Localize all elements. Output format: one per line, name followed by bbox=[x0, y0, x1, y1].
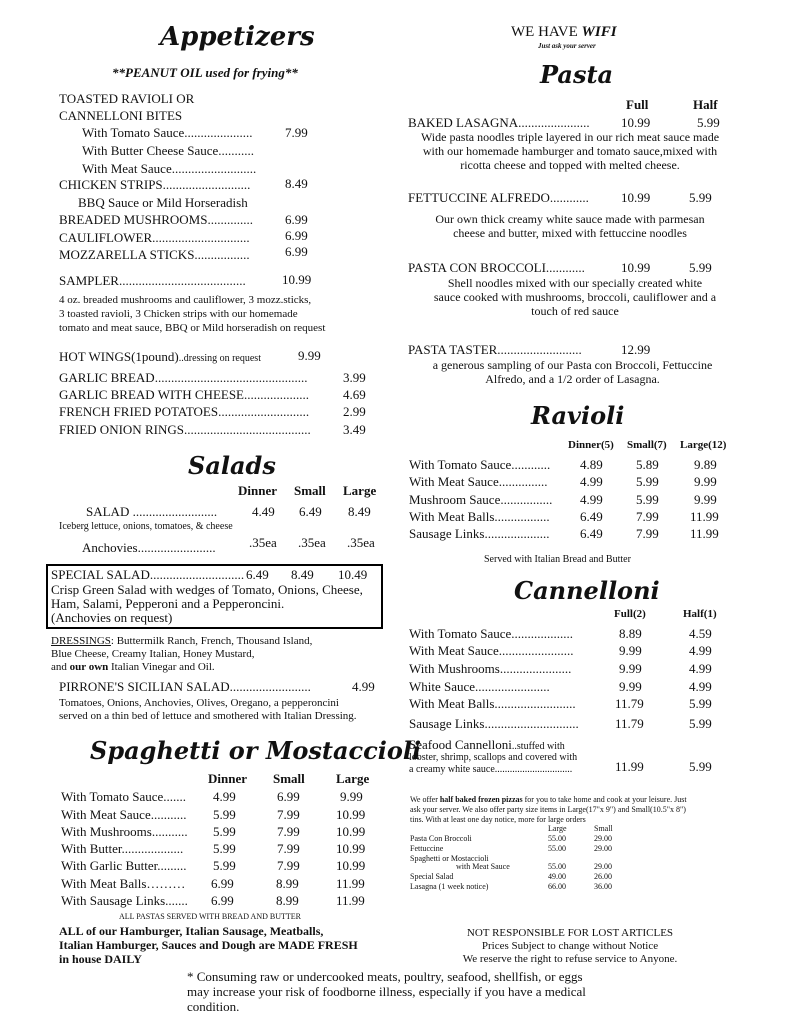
broccoli-desc-1: Shell noodles mixed with our specially created white bbox=[447, 276, 703, 290]
taster-desc-1: a generous sampling of our Pasta con Broccoli, Fettuccine bbox=[432, 358, 713, 372]
sampler-desc-3: tomato and meat sauce, BBQ or Mild horseradish on request bbox=[59, 322, 326, 334]
ravioli-item-small: 5.99 bbox=[636, 492, 659, 507]
ravioli-option-tomato: With Tomato Sauce..................... bbox=[82, 125, 253, 140]
cannelloni-item-full: 9.99 bbox=[619, 661, 642, 676]
dressings-vinegar: Italian Vinegar and Oil. bbox=[108, 661, 215, 673]
hot-wings-price: 9.99 bbox=[298, 348, 321, 363]
frozen-item-large: 55.00 bbox=[548, 844, 566, 853]
prices-subject: Prices Subject to change without Notice bbox=[481, 940, 659, 952]
ravioli-item-dinner: 4.99 bbox=[580, 474, 603, 489]
made-fresh-line2: Italian Hamburger, Sauces and Dough are MADE FRESH bbox=[59, 938, 358, 952]
spaghetti-item-dinner: 5.99 bbox=[213, 858, 236, 873]
salad: SALAD .......................... bbox=[86, 504, 218, 519]
hot-wings-note: ..dressing on request bbox=[178, 353, 261, 364]
ravioli-item-small: 7.99 bbox=[636, 526, 659, 541]
frozen-item-name: with Meat Sauce bbox=[456, 862, 510, 871]
frozen-item-large: 49.00 bbox=[548, 872, 566, 881]
anchovies-small: .35ea bbox=[298, 535, 326, 550]
ravioli-item-dinner: 6.49 bbox=[580, 526, 603, 541]
special-salad-small: 8.49 bbox=[291, 567, 314, 582]
onion-rings: FRIED ONION RINGS....................................... bbox=[59, 422, 311, 437]
anchovies-large: .35ea bbox=[347, 535, 375, 550]
spaghetti-item-dinner: 6.99 bbox=[211, 893, 234, 908]
spaghetti-item-large: 10.99 bbox=[336, 807, 366, 822]
spaghetti-col-dinner: Dinner bbox=[208, 771, 247, 786]
consume-warning-1: * Consuming raw or undercooked meats, poultry, seafood, shellfish, or eggs bbox=[187, 969, 583, 984]
breaded-mushrooms: BREADED MUSHROOMS.............. bbox=[59, 212, 253, 227]
anchovies-dinner: .35ea bbox=[249, 535, 277, 550]
ravioli-col-large: Large(12) bbox=[680, 439, 727, 451]
spaghetti-item-name: With Mushrooms........... bbox=[61, 824, 188, 839]
frozen-item-small: 29.00 bbox=[594, 834, 612, 843]
pirrone-desc-1: Tomatoes, Onions, Anchovies, Olives, Oregano, a pepperoncini bbox=[59, 697, 339, 709]
cannelloni-item-half: 4.59 bbox=[689, 626, 712, 641]
ravioli-item-name: With Meat Sauce............... bbox=[409, 474, 548, 489]
seafood-cannelloni bbox=[409, 737, 565, 753]
spaghetti-item-large: 10.99 bbox=[336, 824, 366, 839]
onion-rings-price: 3.49 bbox=[343, 422, 366, 437]
salad-dinner-price: 4.49 bbox=[252, 504, 275, 519]
broccoli-half: 5.99 bbox=[689, 260, 712, 275]
special-salad-desc-1: Crisp Green Salad with wedges of Tomato, Onions, Cheese, bbox=[51, 582, 363, 597]
frozen-item-name: Fettuccine bbox=[410, 844, 444, 853]
cannelloni-col-half: Half(1) bbox=[683, 608, 717, 620]
spaghetti-item-small: 7.99 bbox=[277, 841, 300, 856]
sampler-desc-2: 3 toasted ravioli, 3 Chicken strips with our homemade bbox=[59, 308, 298, 320]
hot-wings bbox=[59, 349, 261, 365]
pirrone-salad-price: 4.99 bbox=[352, 679, 375, 694]
dressings-list-1: : Buttermilk Ranch, French, Thousand Island, bbox=[110, 635, 313, 647]
frozen-col-large: Large bbox=[548, 824, 567, 833]
broccoli-desc-2: sauce cooked with mushrooms, broccoli, cauliflower and a bbox=[433, 290, 717, 304]
spaghetti-item-dinner: 4.99 bbox=[213, 789, 236, 804]
breaded-mushrooms-price: 6.99 bbox=[285, 212, 308, 227]
broccoli-full: 10.99 bbox=[621, 260, 651, 275]
spaghetti-item-small: 8.99 bbox=[276, 876, 299, 891]
sampler-price: 10.99 bbox=[282, 272, 312, 287]
ravioli-item-dinner: 6.49 bbox=[580, 509, 603, 524]
frozen-item-large: 55.00 bbox=[548, 834, 566, 843]
ravioli-item-name: Sausage Links.................... bbox=[409, 526, 550, 541]
lasagna-desc-3: ricotta cheese and topped with melted cheese. bbox=[460, 158, 680, 172]
cannelloni-item-name: With Mushrooms...................... bbox=[409, 661, 572, 676]
frozen-item-name: Spaghetti or Mostaccioli bbox=[410, 854, 489, 863]
frozen-item-small: 29.00 bbox=[594, 844, 612, 853]
spaghetti-item-large: 11.99 bbox=[336, 893, 365, 908]
spaghetti-col-small: Small bbox=[273, 771, 305, 786]
fettuccine-half: 5.99 bbox=[689, 190, 712, 205]
cannelloni-item-name: White Sauce....................... bbox=[409, 679, 550, 694]
dressings-and: and bbox=[51, 661, 70, 673]
seafood-desc-1: lobster, shrimp, scallops and covered with bbox=[409, 752, 578, 763]
ravioli-item-dinner: 4.89 bbox=[580, 457, 603, 472]
spaghetti-item-small: 7.99 bbox=[277, 807, 300, 822]
french-fries-price: 2.99 bbox=[343, 404, 366, 419]
cannelloni-title: Cannelloni bbox=[514, 576, 660, 605]
consume-warning-2: may increase your risk of foodborne illness, especially if you have a medical bbox=[187, 984, 586, 999]
salads-title: Salads bbox=[188, 451, 276, 480]
chicken-strips: CHICKEN STRIPS........................... bbox=[59, 177, 251, 192]
wifi-prefix: WE HAVE bbox=[511, 24, 582, 40]
special-salad: SPECIAL SALAD............................. bbox=[51, 567, 245, 582]
ravioli-item-small: 5.99 bbox=[636, 474, 659, 489]
broccoli-desc-3: touch of red sauce bbox=[531, 304, 619, 318]
pasta-con-broccoli: PASTA CON BROCCOLI............ bbox=[408, 260, 585, 275]
ravioli-item-name: Mushroom Sauce................ bbox=[409, 492, 553, 507]
seafood-full-price: 11.99 bbox=[615, 759, 644, 774]
frozen-item-name: Lasagna (1 week notice) bbox=[410, 882, 489, 891]
salad-desc: Iceberg lettuce, onions, tomatoes, & cheese bbox=[59, 521, 233, 532]
spaghetti-item-name: With Sausage Links....... bbox=[61, 893, 188, 908]
seafood-desc-2: a creamy white sauce............................... bbox=[409, 764, 573, 775]
spaghetti-item-small: 7.99 bbox=[277, 858, 300, 873]
spaghetti-col-large: Large bbox=[336, 771, 370, 786]
garlic-bread-price: 3.99 bbox=[343, 370, 366, 385]
consume-warning-3: condition. bbox=[187, 999, 240, 1014]
baked-lasagna-full: 10.99 bbox=[621, 115, 651, 130]
cannelloni-item-half: 5.99 bbox=[689, 716, 712, 731]
frozen-intro-we-offer: We offer bbox=[410, 795, 440, 804]
frozen-intro-pizzas: half baked frozen pizzas bbox=[439, 795, 523, 804]
mozzarella-sticks-price: 6.99 bbox=[285, 244, 308, 259]
frozen-item-name: Special Salad bbox=[410, 872, 454, 881]
ravioli-price: 7.99 bbox=[285, 125, 308, 140]
dressings-line1 bbox=[51, 635, 312, 647]
pasta-col-full: Full bbox=[626, 97, 649, 112]
frozen-item-name: Pasta Con Broccoli bbox=[410, 834, 472, 843]
ravioli-item-small: 7.99 bbox=[636, 509, 659, 524]
pasta-taster-price: 12.99 bbox=[621, 342, 651, 357]
frozen-item-small: 26.00 bbox=[594, 872, 612, 881]
ravioli-item-large: 9.99 bbox=[694, 492, 717, 507]
pirrone-desc-2: served on a thin bed of lettuce and smothered with Italian Dressing. bbox=[59, 710, 357, 722]
cauliflower-price: 6.99 bbox=[285, 228, 308, 243]
spaghetti-item-name: With Butter................... bbox=[61, 841, 184, 856]
baked-lasagna-half: 5.99 bbox=[697, 115, 720, 130]
spaghetti-item-large: 11.99 bbox=[336, 876, 365, 891]
fettuccine-alfredo: FETTUCCINE ALFREDO............ bbox=[408, 190, 589, 205]
salads-col-large: Large bbox=[343, 483, 377, 498]
salad-small-price: 6.49 bbox=[299, 504, 322, 519]
spaghetti-item-dinner: 5.99 bbox=[213, 841, 236, 856]
wifi-sub: Just ask your server bbox=[538, 42, 596, 50]
cannelloni-item-full: 8.89 bbox=[619, 626, 642, 641]
cannelloni-item-full: 11.79 bbox=[615, 696, 644, 711]
special-salad-dinner: 6.49 bbox=[246, 567, 269, 582]
seafood-cannelloni-label: Seafood Cannelloni bbox=[409, 737, 512, 752]
ravioli-item-name: With Meat Balls................. bbox=[409, 509, 550, 524]
garlic-bread: GARLIC BREAD............................................... bbox=[59, 370, 308, 385]
cannelloni-item-full: 11.79 bbox=[615, 716, 644, 731]
chicken-strips-price: 8.49 bbox=[285, 176, 308, 191]
dressings-label: DRESSINGS bbox=[51, 635, 111, 647]
special-salad-desc-3: (Anchovies on request) bbox=[51, 610, 173, 625]
special-salad-large: 10.49 bbox=[338, 567, 368, 582]
ravioli-item-name: With Tomato Sauce............ bbox=[409, 457, 551, 472]
cannelloni-item-half: 4.99 bbox=[689, 643, 712, 658]
ravioli-item-small: 5.89 bbox=[636, 457, 659, 472]
chicken-sauce-note: BBQ Sauce or Mild Horseradish bbox=[78, 195, 248, 210]
made-fresh-line3: in house DAILY bbox=[59, 952, 142, 966]
pasta-taster: PASTA TASTER.......................... bbox=[408, 342, 582, 357]
spaghetti-item-small: 8.99 bbox=[276, 893, 299, 908]
hot-wings-label: HOT WINGS(1pound) bbox=[59, 349, 179, 364]
dressings-our-own: our own bbox=[69, 661, 109, 673]
lasagna-desc-1: Wide pasta noodles triple layered in our rich meat sauce made bbox=[420, 130, 720, 144]
ravioli-item-large: 9.89 bbox=[694, 457, 717, 472]
spaghetti-item-name: With Meat Balls……… bbox=[61, 876, 186, 891]
salad-large-price: 8.49 bbox=[348, 504, 371, 519]
mozzarella-sticks: MOZZARELLA STICKS................. bbox=[59, 247, 250, 262]
seafood-half-price: 5.99 bbox=[689, 759, 712, 774]
fettuccine-desc-2: cheese and butter, mixed with fettuccine noodles bbox=[453, 226, 687, 240]
appetizers-title: Appetizers bbox=[160, 22, 315, 52]
ravioli-bread-note: Served with Italian Bread and Butter bbox=[484, 554, 631, 565]
sampler-desc-1: 4 oz. breaded mushrooms and cauliflower, 3 mozz.sticks, bbox=[59, 294, 312, 306]
ravioli-title: Ravioli bbox=[531, 401, 625, 430]
toasted-ravioli-line2: CANNELLONI BITES bbox=[59, 108, 183, 123]
sampler: SAMPLER....................................... bbox=[59, 273, 246, 288]
spaghetti-item-dinner: 5.99 bbox=[213, 807, 236, 822]
wifi-line bbox=[511, 24, 617, 41]
peanut-oil-note: **PEANUT OIL used for frying** bbox=[112, 65, 298, 80]
spaghetti-item-large: 10.99 bbox=[336, 841, 366, 856]
ravioli-item-dinner: 4.99 bbox=[580, 492, 603, 507]
seafood-cannelloni-note: ..stuffed with bbox=[511, 741, 565, 752]
lasagna-desc-2: with our homemade hamburger and tomato sauce,mixed with bbox=[422, 144, 718, 158]
special-salad-desc-2: Ham, Salami, Pepperoni and a Pepperoncini. bbox=[51, 596, 285, 611]
spaghetti-item-name: With Meat Sauce........... bbox=[61, 807, 187, 822]
frozen-item-small: 29.00 bbox=[594, 862, 612, 871]
salads-col-small: Small bbox=[294, 483, 326, 498]
cannelloni-item-half: 4.99 bbox=[689, 661, 712, 676]
cannelloni-item-full: 9.99 bbox=[619, 679, 642, 694]
wifi-word: WIFI bbox=[581, 24, 617, 40]
frozen-item-large: 66.00 bbox=[548, 882, 566, 891]
garlic-bread-cheese-price: 4.69 bbox=[343, 387, 366, 402]
ravioli-item-large: 9.99 bbox=[694, 474, 717, 489]
ravioli-option-butter: With Butter Cheese Sauce........... bbox=[82, 143, 255, 158]
fettuccine-desc-1: Our own thick creamy white sauce made with parmesan bbox=[435, 212, 705, 226]
not-responsible: NOT RESPONSIBLE FOR LOST ARTICLES bbox=[466, 927, 674, 939]
frozen-intro-3: tins. With at least one day notice, more for large orders bbox=[410, 815, 586, 824]
ravioli-col-small: Small(7) bbox=[627, 439, 667, 451]
cannelloni-item-name: Sausage Links............................. bbox=[409, 716, 579, 731]
spaghetti-item-name: With Tomato Sauce....... bbox=[61, 789, 187, 804]
spaghetti-item-dinner: 6.99 bbox=[211, 876, 234, 891]
toasted-ravioli-line1: TOASTED RAVIOLI OR bbox=[59, 91, 195, 106]
spaghetti-item-small: 7.99 bbox=[277, 824, 300, 839]
frozen-item-small: 36.00 bbox=[594, 882, 612, 891]
frozen-intro-1 bbox=[410, 795, 687, 804]
frozen-intro-2: ask your server. We also offer party size items in Large(17"x 9") and Small(10.5"x 8") bbox=[410, 805, 686, 814]
fettuccine-full: 10.99 bbox=[621, 190, 651, 205]
spaghetti-title: Spaghetti or Mostaccioli bbox=[90, 736, 422, 765]
ravioli-item-large: 11.99 bbox=[690, 509, 719, 524]
cannelloni-item-half: 5.99 bbox=[689, 696, 712, 711]
ravioli-option-meat: With Meat Sauce.......................... bbox=[82, 161, 257, 176]
refuse-service: We reserve the right to refuse service to Anyone. bbox=[462, 953, 678, 965]
garlic-bread-cheese: GARLIC BREAD WITH CHEESE.................... bbox=[59, 387, 310, 402]
spaghetti-item-large: 10.99 bbox=[336, 858, 366, 873]
cannelloni-item-full: 9.99 bbox=[619, 643, 642, 658]
spaghetti-item-dinner: 5.99 bbox=[213, 824, 236, 839]
made-fresh-line1: ALL of our Hamburger, Italian Sausage, Meatballs, bbox=[59, 924, 324, 938]
spaghetti-item-name: With Garlic Butter......... bbox=[61, 858, 187, 873]
pasta-title: Pasta bbox=[540, 60, 614, 89]
spaghetti-item-small: 6.99 bbox=[277, 789, 300, 804]
frozen-intro-rest: for you to take home and cook at your leisure. Just bbox=[522, 795, 687, 804]
taster-desc-2: Alfredo, and a 1/2 order of Lasagna. bbox=[485, 372, 660, 386]
cannelloni-item-half: 4.99 bbox=[689, 679, 712, 694]
anchovies: Anchovies........................ bbox=[82, 540, 216, 555]
frozen-item-large: 55.00 bbox=[548, 862, 566, 871]
cannelloni-item-name: With Tomato Sauce................... bbox=[409, 626, 574, 641]
dressings-line2: Blue Cheese, Creamy Italian, Honey Mustard, bbox=[51, 648, 255, 660]
dressings-line3 bbox=[51, 661, 215, 673]
cannelloni-col-full: Full(2) bbox=[614, 608, 646, 620]
cauliflower: CAULIFLOWER.............................. bbox=[59, 230, 250, 245]
french-fries: FRENCH FRIED POTATOES............................ bbox=[59, 404, 310, 419]
baked-lasagna: BAKED LASAGNA...................... bbox=[408, 115, 590, 130]
pasta-col-half: Half bbox=[693, 97, 718, 112]
cannelloni-item-name: With Meat Balls......................... bbox=[409, 696, 576, 711]
salads-col-dinner: Dinner bbox=[238, 483, 277, 498]
pirrone-salad: PIRRONE'S SICILIAN SALAD......................... bbox=[59, 679, 311, 694]
ravioli-col-dinner: Dinner(5) bbox=[568, 439, 614, 451]
frozen-col-small: Small bbox=[594, 824, 613, 833]
cannelloni-item-name: With Meat Sauce....................... bbox=[409, 643, 574, 658]
spaghetti-item-large: 9.99 bbox=[340, 789, 363, 804]
pastas-bread-note: ALL PASTAS SERVED WITH BREAD AND BUTTER bbox=[119, 912, 301, 921]
ravioli-item-large: 11.99 bbox=[690, 526, 719, 541]
